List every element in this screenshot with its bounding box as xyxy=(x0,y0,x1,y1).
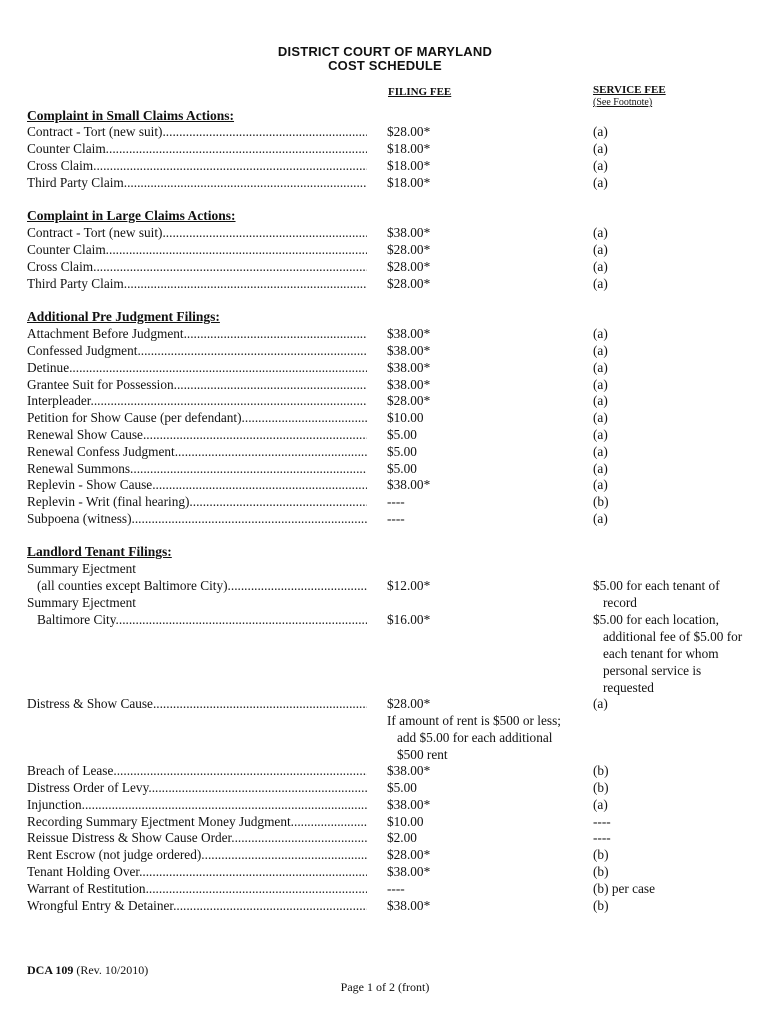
fee-row-service: (b) xyxy=(593,847,609,862)
fee-row-filing: $10.00 xyxy=(387,814,424,829)
fee-row xyxy=(27,443,767,460)
fee-row-label: Recording Summary Ejectment Money Judgment ..... xyxy=(27,813,367,830)
fee-row-service: (a) xyxy=(593,427,608,442)
fee-row-label: Cross Claim ..... xyxy=(27,258,367,275)
fee-row-label: Interpleader ..... xyxy=(27,392,367,409)
fee-row-service: (a) xyxy=(593,124,608,139)
fee-row-filing: $38.00* xyxy=(387,477,431,492)
fee-row-filing: $38.00* xyxy=(387,763,431,778)
fee-row-label: Petition for Show Cause (per defendant) ..... xyxy=(27,409,367,426)
fee-row-label: Counter Claim ..... xyxy=(27,241,367,258)
fee-row-label: Third Party Claim ..... xyxy=(27,174,367,191)
fee-row xyxy=(27,359,767,376)
fee-row xyxy=(27,258,767,275)
fee-row-service: $5.00 for each location, xyxy=(593,612,719,627)
fee-row-filing: $38.00* xyxy=(387,225,431,240)
fee-row-filing: ---- xyxy=(387,494,405,509)
fee-row-service: (a) xyxy=(593,259,608,274)
fee-row-filing: $28.00* xyxy=(387,696,431,711)
fee-row xyxy=(27,493,767,510)
fee-row-filing: $18.00* xyxy=(387,158,431,173)
service-note: requested xyxy=(603,680,654,695)
filing-fee-header: FILING FEE xyxy=(388,86,452,98)
fee-row xyxy=(27,611,767,628)
fee-row-service: ---- xyxy=(593,814,611,829)
fee-row-label: Warrant of Restitution ..... xyxy=(27,880,367,897)
fee-row-label: Grantee Suit for Possession ..... xyxy=(27,376,367,393)
fee-row-filing: $38.00* xyxy=(387,898,431,913)
fee-row-filing: $28.00* xyxy=(387,242,431,257)
fee-row-service: (a) xyxy=(593,175,608,190)
fee-row xyxy=(27,140,767,157)
fee-row-service: (b) xyxy=(593,763,609,778)
fee-row-service: (a) xyxy=(593,141,608,156)
fee-row-filing: $38.00* xyxy=(387,343,431,358)
fee-row-label: Summary Ejectment xyxy=(27,595,136,610)
fee-row xyxy=(27,376,767,393)
fee-row-filing: $38.00* xyxy=(387,377,431,392)
document-title: DISTRICT COURT OF MARYLAND xyxy=(277,44,493,59)
fee-row-service: ---- xyxy=(593,830,611,845)
fee-row-label: Subpoena (witness) ..... xyxy=(27,510,367,527)
service-fee-footnote-ref: (See Footnote) xyxy=(593,97,653,108)
fee-row xyxy=(27,123,767,140)
fee-row-service: (a) xyxy=(593,461,608,476)
summary-ejectment-title xyxy=(27,594,767,611)
fee-row-label: Detinue ..... xyxy=(27,359,367,376)
fee-row xyxy=(27,224,767,241)
service-fee-header: SERVICE FEE xyxy=(593,84,666,96)
fee-row-label: Cross Claim ..... xyxy=(27,157,367,174)
fee-row xyxy=(27,779,767,796)
fee-row-filing: $5.00 xyxy=(387,780,417,795)
fee-row xyxy=(27,577,767,594)
fee-row xyxy=(27,426,767,443)
fee-row xyxy=(27,174,767,191)
fee-row xyxy=(27,863,767,880)
fee-row-label: (all counties except Baltimore City) ..... xyxy=(37,577,367,594)
service-note: additional fee of $5.00 for xyxy=(603,629,743,644)
fee-row-filing: ---- xyxy=(387,881,405,896)
fee-row xyxy=(27,476,767,493)
fee-row-filing: $38.00* xyxy=(387,864,431,879)
fee-row-label: Rent Escrow (not judge ordered) ..... xyxy=(27,846,367,863)
small-claims-heading: Complaint in Small Claims Actions: xyxy=(27,108,235,123)
fee-row-service: (a) xyxy=(593,326,608,341)
filing-note: $500 rent xyxy=(397,747,448,762)
fee-row-filing: $5.00 xyxy=(387,461,417,476)
landlord-tenant-heading: Landlord Tenant Filings: xyxy=(27,544,172,559)
fee-row-label: Injunction ..... xyxy=(27,796,367,813)
fee-row-service: (a) xyxy=(593,343,608,358)
fee-row xyxy=(27,342,767,359)
fee-row-service: $5.00 for each tenant of xyxy=(593,578,720,593)
fee-row-filing: $38.00* xyxy=(387,360,431,375)
fee-row-service: (b) per case xyxy=(593,881,656,896)
service-note: personal service is xyxy=(603,663,702,678)
fee-row xyxy=(27,241,767,258)
fee-row-service: (a) xyxy=(593,797,608,812)
fee-row-filing: $12.00* xyxy=(387,578,431,593)
filing-note: If amount of rent is $500 or less; xyxy=(387,713,561,728)
fee-row-service: (a) xyxy=(593,158,608,173)
fee-row-label: Summary Ejectment xyxy=(27,561,136,576)
fee-row-label: Attachment Before Judgment ..... xyxy=(27,325,367,342)
fee-row xyxy=(27,275,767,292)
fee-row xyxy=(27,157,767,174)
fee-row xyxy=(27,897,767,914)
fee-row xyxy=(27,392,767,409)
fee-row-filing: $5.00 xyxy=(387,427,417,442)
fee-row-label: Renewal Show Cause ..... xyxy=(27,426,367,443)
fee-row-service: (b) xyxy=(593,780,609,795)
fee-row-label: Distress Order of Levy ..... xyxy=(27,779,367,796)
fee-row-filing: $28.00* xyxy=(387,847,431,862)
fee-row-service: (a) xyxy=(593,410,608,425)
summary-ejectment-title xyxy=(27,560,767,577)
fee-row-filing: $28.00* xyxy=(387,259,431,274)
fee-row-filing: $28.00* xyxy=(387,276,431,291)
fee-row-service: (a) xyxy=(593,511,608,526)
fee-row-label: Third Party Claim ..... xyxy=(27,275,367,292)
fee-row-service: (a) xyxy=(593,393,608,408)
fee-row-filing: $38.00* xyxy=(387,797,431,812)
fee-row-filing: $18.00* xyxy=(387,175,431,190)
fee-row-service: (a) xyxy=(593,242,608,257)
fee-row-service: (b) xyxy=(593,898,609,913)
fee-row-label: Renewal Summons ..... xyxy=(27,460,367,477)
fee-row-service: (a) xyxy=(593,360,608,375)
fee-row-label: Contract - Tort (new suit) ..... xyxy=(27,224,367,241)
fee-row-service: (a) xyxy=(593,377,608,392)
fee-row-filing: $16.00* xyxy=(387,612,431,627)
fee-row xyxy=(27,460,767,477)
fee-row-label: Replevin - Writ (final hearing) ..... xyxy=(27,493,367,510)
filing-note: add $5.00 for each additional xyxy=(397,730,553,745)
fee-row-service: (b) xyxy=(593,864,609,879)
service-note: each tenant for whom xyxy=(603,646,719,661)
large-claims-heading: Complaint in Large Claims Actions: xyxy=(27,208,236,223)
fee-row-service-cont: record xyxy=(603,595,637,610)
fee-row-filing: $2.00 xyxy=(387,830,417,845)
fee-row-label: Reissue Distress & Show Cause Order ..... xyxy=(27,829,367,846)
fee-row-label: Distress & Show Cause ..... xyxy=(27,695,367,712)
fee-row-filing: $10.00 xyxy=(387,410,424,425)
fee-row-label: Tenant Holding Over ..... xyxy=(27,863,367,880)
fee-row-label: Confessed Judgment ..... xyxy=(27,342,367,359)
document-subtitle: COST SCHEDULE xyxy=(328,58,442,73)
fee-row-label: Wrongful Entry & Detainer ..... xyxy=(27,897,367,914)
fee-row-label: Contract - Tort (new suit) ..... xyxy=(27,123,367,140)
form-id: DCA 109 xyxy=(27,963,74,977)
form-number xyxy=(27,963,148,978)
fee-row-filing: ---- xyxy=(387,511,405,526)
fee-row-label: Breach of Lease ..... xyxy=(27,762,367,779)
fee-row-filing: $28.00* xyxy=(387,393,431,408)
fee-row xyxy=(27,762,767,779)
fee-row xyxy=(27,813,767,830)
pre-judgment-heading: Additional Pre Judgment Filings: xyxy=(27,309,220,324)
fee-row-service: (b) xyxy=(593,494,609,509)
fee-row xyxy=(27,846,767,863)
fee-row xyxy=(27,409,767,426)
fee-row-service: (a) xyxy=(593,276,608,291)
fee-row xyxy=(27,695,767,712)
fee-row-label: Baltimore City ..... xyxy=(37,611,367,628)
fee-row-label: Counter Claim ..... xyxy=(27,140,367,157)
fee-row xyxy=(27,796,767,813)
fee-row-service: (a) xyxy=(593,477,608,492)
fee-row-label: Replevin - Show Cause ..... xyxy=(27,476,367,493)
fee-row-service: (a) xyxy=(593,444,608,459)
page-number: Page 1 of 2 (front) xyxy=(340,980,430,994)
fee-row-filing: $18.00* xyxy=(387,141,431,156)
form-revision: (Rev. 10/2010) xyxy=(76,963,149,977)
fee-row-service: (a) xyxy=(593,225,608,240)
fee-row xyxy=(27,510,767,527)
fee-row xyxy=(27,880,767,897)
fee-row-filing: $28.00* xyxy=(387,124,431,139)
fee-row xyxy=(27,325,767,342)
fee-row-label: Renewal Confess Judgment ..... xyxy=(27,443,367,460)
fee-row-service: (a) xyxy=(593,696,608,711)
fee-row-filing: $5.00 xyxy=(387,444,417,459)
fee-row xyxy=(27,829,767,846)
fee-row-filing: $38.00* xyxy=(387,326,431,341)
